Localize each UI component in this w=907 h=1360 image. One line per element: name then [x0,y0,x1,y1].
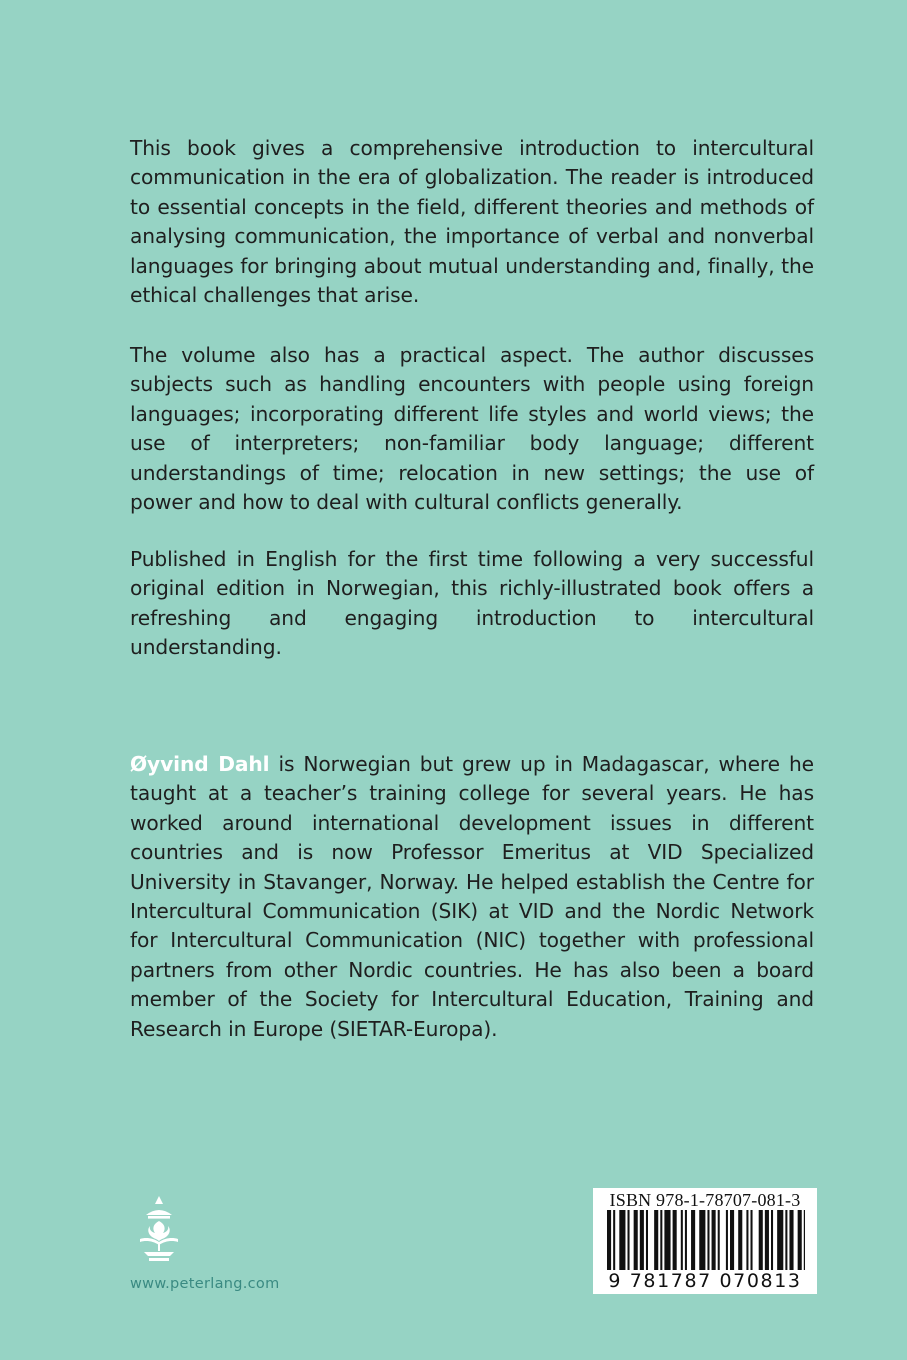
barcode-bar [746,1210,748,1270]
barcode-bar [804,1210,805,1270]
isbn-barcode [593,1188,817,1294]
description-paragraph-2: The volume also has a practical aspect. The author discusses subjects such as handling encounters with people using foreign languages; incorporating different life styles and world views; the use of interpreters; non-familiar body language; different understandings of time; relocation in new settings; the use of power and how to deal with cultural conflicts generally. [130,343,814,515]
barcode-bar [640,1210,644,1270]
author-bio-text: is Norwegian but grew up in Madagascar, where he taught at a teacher’s training college for several years. He has worked around international development issues in different countries and is now Professor Emeritus at VID Specialized University in Stavanger, Norway. He helped establish the Centre for Intercultural Communication (SIK) at VID and the Nordic Network for Intercultural Communication (NIC) together with professional partners from other Nordic countries. He has also been a board member of the Society for Intercultural Education, Training and Research in Europe (SIETAR-Europa). [130,752,815,1041]
barcode-bar [681,1210,683,1270]
barcode-bar [646,1210,648,1270]
description-paragraph-3: Published in English for the first time following a very successful original edition in Norwegian, this richly-illustrated book offers a refreshing and engaging introduction to intercultural understanding. [130,547,814,660]
barcode-bar [691,1210,695,1270]
barcode-bar [607,1210,611,1270]
barcode-bar [759,1210,763,1270]
barcode-bar [660,1210,662,1270]
barcode-bar [798,1210,802,1270]
barcode-bar [707,1210,709,1270]
barcode-bar [634,1210,638,1270]
barcode-bar [738,1210,742,1270]
barcode-bar [751,1210,753,1270]
barcode-bar [712,1210,716,1270]
description-paragraph-1: This book gives a comprehensive introduction to intercultural communication in the era of globalization. The reader is introduced to essential concepts in the field, different theories and methods of analysing communication, the importance of verbal and nonverbal languages for bringing about mutual understanding and, finally, the ethical challenges that arise. [130,136,814,308]
peter-lang-tree-icon [134,1196,184,1262]
barcode-bar [726,1210,728,1270]
barcode-bar [699,1210,705,1270]
barcode-bar [785,1210,787,1270]
barcode-bar [718,1210,720,1270]
publisher-url[interactable]: www.peterlang.com [130,1276,280,1292]
barcode-bar [619,1210,625,1270]
barcode-bar [765,1210,769,1270]
isbn-label: ISBN 978-1-78707-081-3 [609,1190,801,1210]
barcode-digits: 9 781787 070813 [608,1270,802,1292]
barcode-bars [593,1210,817,1272]
barcode-bar [789,1210,793,1270]
barcode-bar [628,1210,630,1270]
barcode-bar [673,1210,677,1270]
barcode-bar [664,1210,670,1270]
barcode-bar [771,1210,773,1270]
barcode-bar [685,1210,687,1270]
barcode-bar [777,1210,783,1270]
author-name: Øyvind Dahl [130,752,270,776]
barcode-bar [730,1210,734,1270]
barcode-bar [613,1210,615,1270]
author-bio [130,750,814,1044]
barcode-bar [654,1210,658,1270]
